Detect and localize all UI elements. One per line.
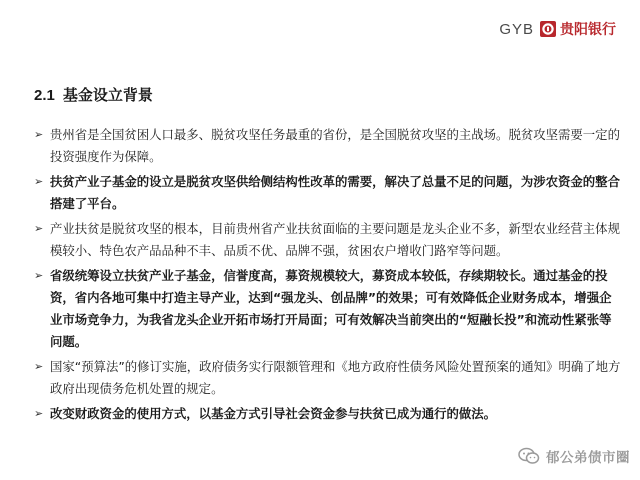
bullet-arrow-icon: ➢ xyxy=(34,269,44,282)
bullet-text: 产业扶贫是脱贫攻坚的根本，目前贵州省产业扶贫面临的主要问题是龙头企业不多，新型农业经营主体规模较小、特色农产品品种不丰、品质不优、品牌不强，贫困农户增收门路窄等问题。 xyxy=(50,221,620,258)
section-title: 基金设立背景 xyxy=(62,86,153,104)
bullet-arrow-icon: ➢ xyxy=(34,128,44,141)
bullet-text: 扶贫产业子基金的设立是脱贫攻坚供给侧结构性改革的需要，解决了总量不足的问题，为涉农资金的整合搭建了平台。 xyxy=(50,174,620,211)
bullet-item xyxy=(34,124,622,168)
bullet-text: 国家“预算法”的修订实施，政府债务实行限额管理和《地方政府性债务风险处置预案的通知》明确了地方政府出现债务危机处置的规定。 xyxy=(50,359,621,396)
watermark-text: 郁公弟债市圈 xyxy=(546,450,630,466)
bullet-item xyxy=(34,171,622,215)
logo-latin-text: GYB xyxy=(499,20,534,38)
watermark xyxy=(518,446,630,466)
bullet-item xyxy=(34,218,622,262)
bullet-list xyxy=(34,124,622,428)
section-number: 2.1 xyxy=(34,87,55,104)
bullet-arrow-icon: ➢ xyxy=(34,360,44,373)
bullet-item xyxy=(34,265,622,353)
bullet-arrow-icon: ➢ xyxy=(34,175,44,188)
section-heading xyxy=(34,84,153,105)
bullet-item xyxy=(34,403,622,425)
bullet-arrow-icon: ➢ xyxy=(34,222,44,235)
bank-emblem-icon xyxy=(540,21,556,37)
logo-bank-name: 贵阳银行 xyxy=(560,22,616,38)
bullet-arrow-icon: ➢ xyxy=(34,407,44,420)
bank-logo xyxy=(499,18,616,40)
wechat-icon xyxy=(518,447,540,465)
bullet-text: 改变财政资金的使用方式，以基金方式引导社会资金参与扶贫已成为通行的做法。 xyxy=(50,406,497,421)
bullet-text: 省级统筹设立扶贫产业子基金，信誉度高，募资规模较大，募资成本较低，存续期较长。通过基金的投资，省内各地可集中打造主导产业，达到“强龙头、创品牌”的效果；可有效降低企业财务成本，增强企业市场竞争力，为我省龙头企业开拓市场打开局面；可有效解决当前突出的“短融长投”和流动性紧张等问题。 xyxy=(50,268,612,349)
bullet-text: 贵州省是全国贫困人口最多、脱贫攻坚任务最重的省份，是全国脱贫攻坚的主战场。脱贫攻坚需要一定的投资强度作为保障。 xyxy=(50,127,620,164)
bullet-item xyxy=(34,356,622,400)
